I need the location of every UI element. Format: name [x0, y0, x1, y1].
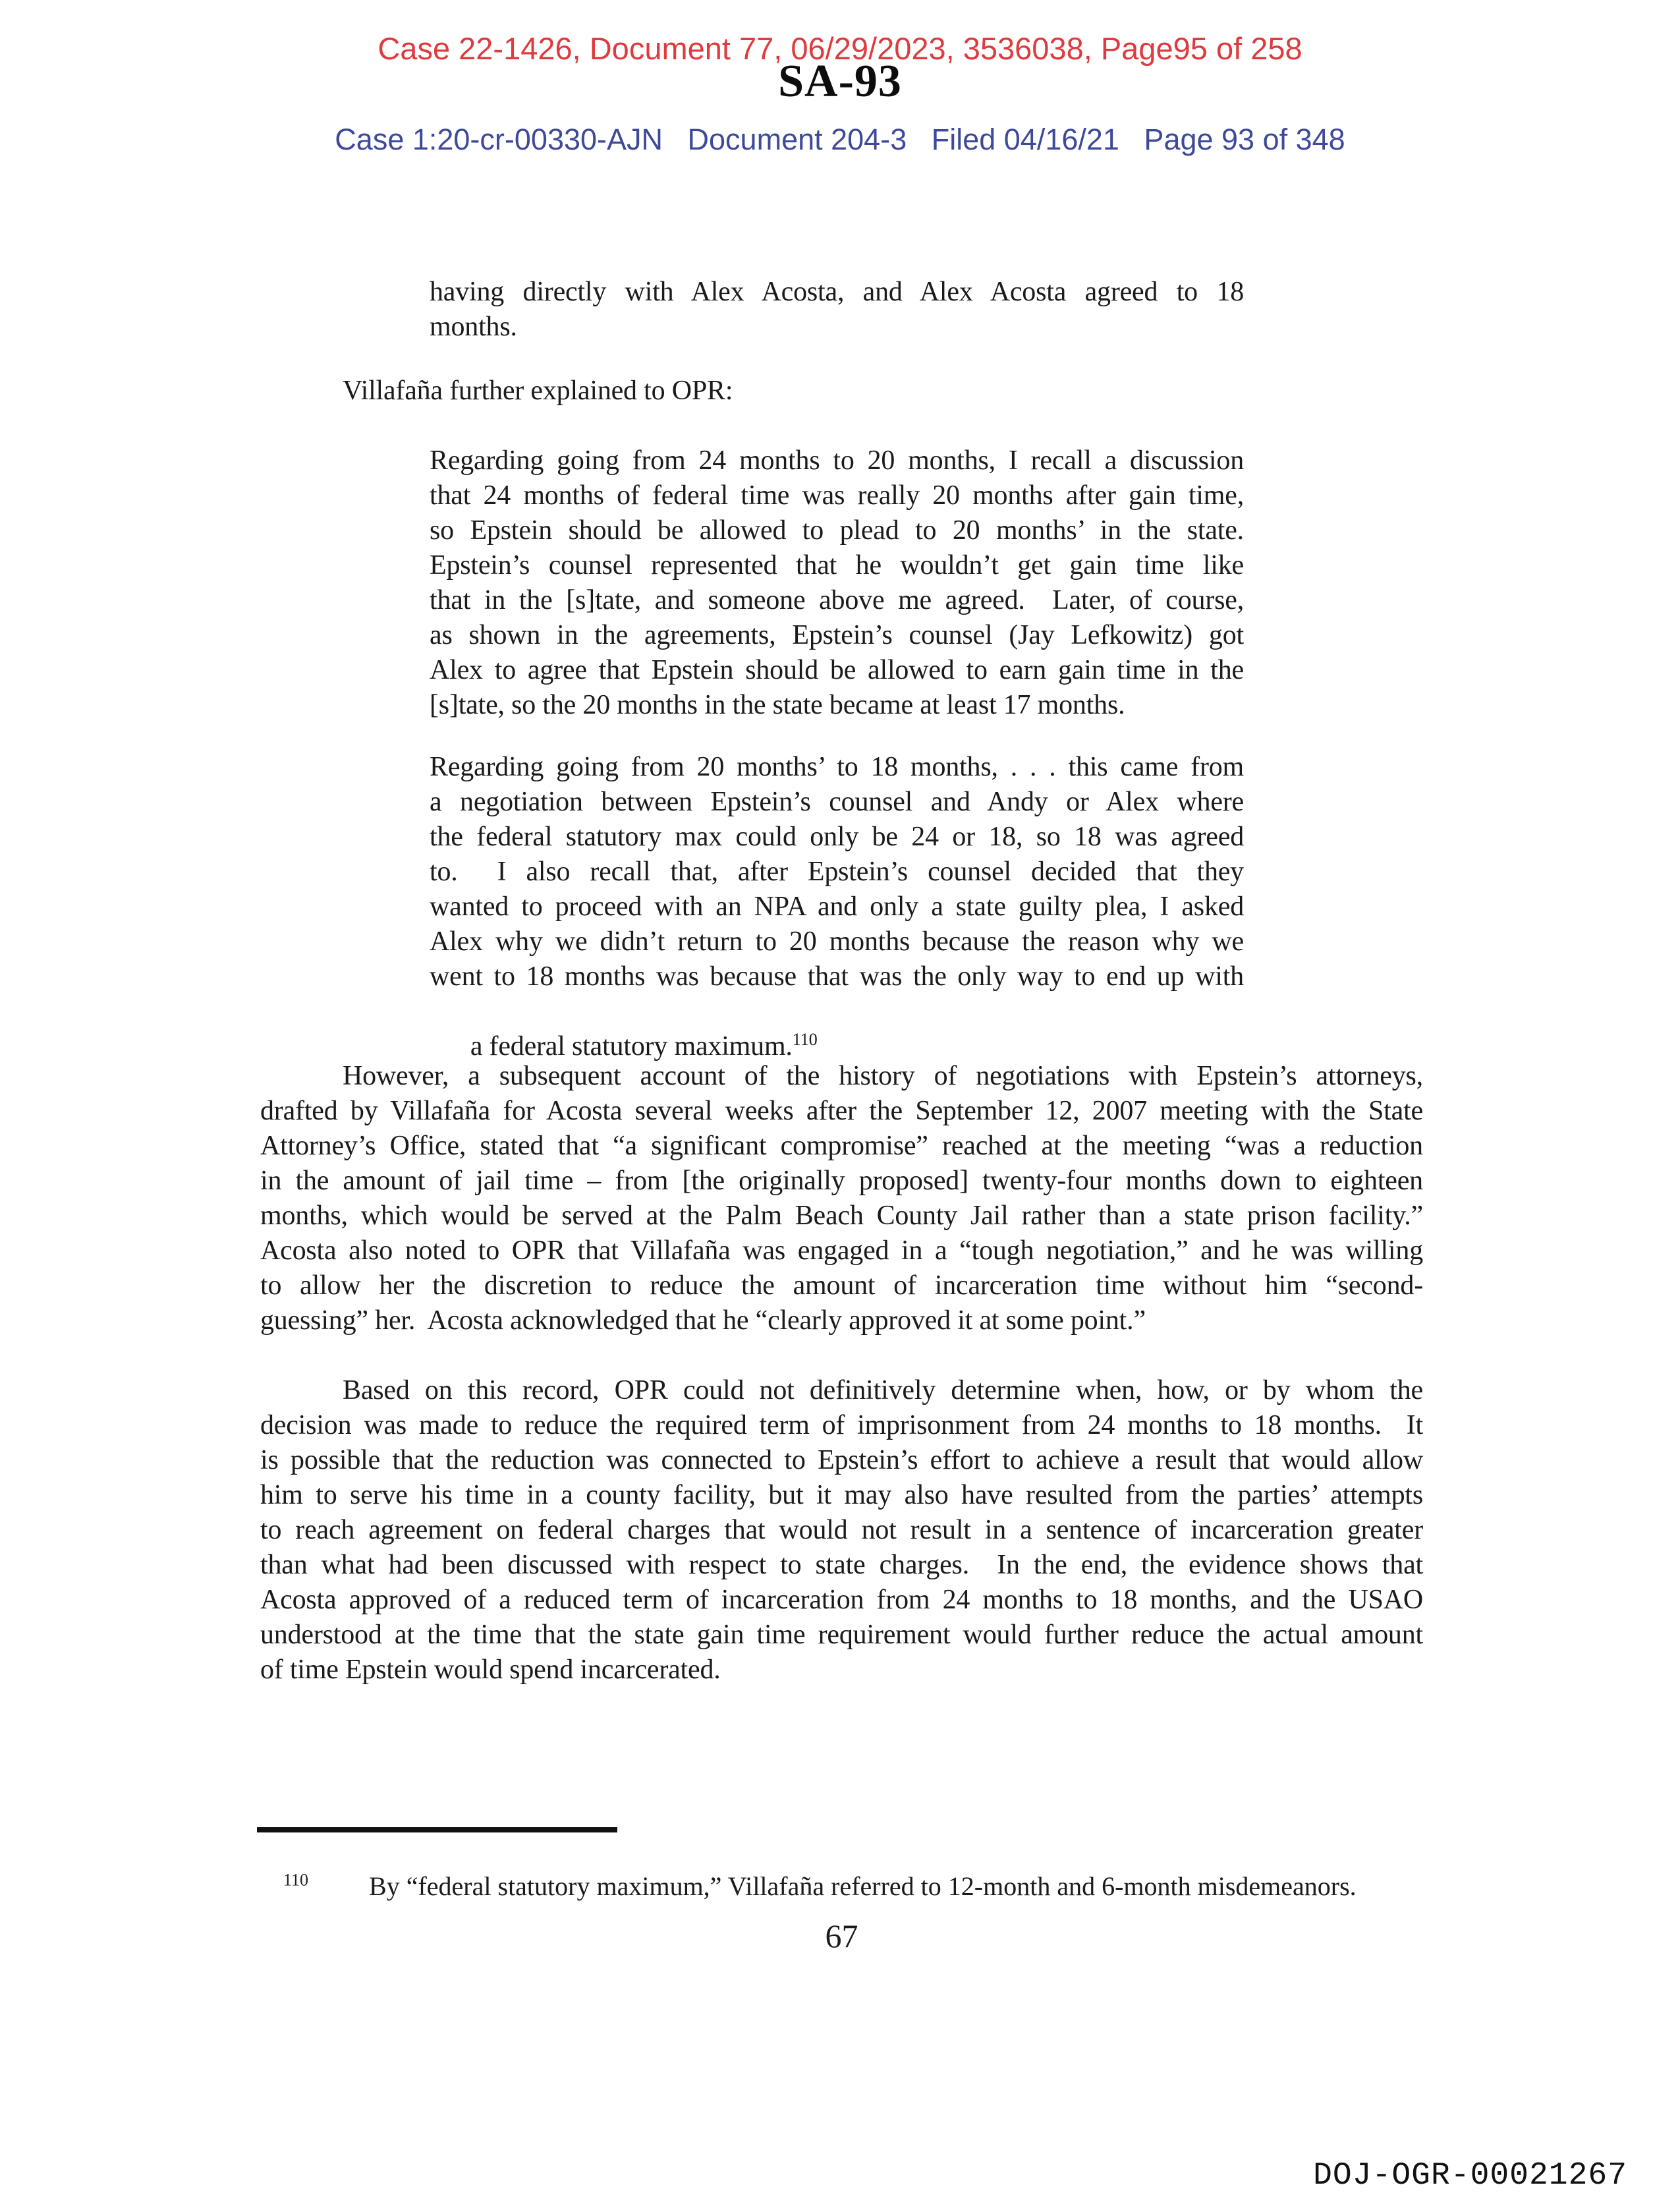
text-line: drafted by Villafaña for Acosta several weeks after the September 12, 2007 meeting with the State	[260, 1096, 1423, 1126]
text-line: However, a subsequent account of the history of negotiations with Epstein’s attorneys,	[343, 1061, 1423, 1091]
text-line: to reach agreement on federal charges that would not result in a sentence of incarceration greater	[260, 1515, 1423, 1545]
text-line: is possible that the reduction was connected to Epstein’s effort to achieve a result that would allow	[260, 1445, 1423, 1475]
text-line: Regarding going from 20 months’ to 18 months, . . . this came from	[430, 752, 1244, 782]
appellate-court-stamp: Case 22-1426, Document 77, 06/29/2023, 3536038, Page95 of 258	[378, 31, 1302, 66]
text-line: wanted to proceed with an NPA and only a state guilty plea, I asked	[430, 892, 1244, 922]
text-line: understood at the time that the state gain time requirement would further reduce the actual amount	[260, 1620, 1423, 1650]
text-line: went to 18 months was because that was the only way to end up with	[430, 961, 1244, 992]
bates-number-stamp: DOJ-OGR-00021267	[1313, 2158, 1627, 2194]
text-line: that in the [s]tate, and someone above me agreed. Later, of course,	[430, 585, 1244, 615]
footnote-separator-rule	[257, 1827, 617, 1832]
appendix-page-label: SA-93	[778, 56, 902, 107]
text-line: the federal statutory max could only be 24 or 18, so 18 was agreed	[430, 822, 1244, 852]
text-line: to allow her the discretion to reduce the amount of incarceration time without him “second-	[260, 1270, 1423, 1301]
text-line: of time Epstein would spend incarcerated.	[260, 1655, 721, 1685]
text-line: than what had been discussed with respect to state charges. In the end, the evidence shows that	[260, 1550, 1423, 1580]
footnote-number: 110	[283, 1870, 309, 1890]
text-line: guessing” her. Acosta acknowledged that he “clearly approved it at some point.”	[260, 1305, 1146, 1336]
text-line: months.	[430, 312, 517, 342]
text-line: him to serve his time in a county facility, but it may also have resulted from the parties’ attempts	[260, 1480, 1423, 1510]
text-line: Regarding going from 24 months to 20 months, I recall a discussion	[430, 445, 1244, 476]
text-line: in the amount of jail time – from [the originally proposed] twenty-four months down to eighteen	[260, 1166, 1423, 1196]
text-line: Alex why we didn’t return to 20 months because the reason why we	[430, 926, 1244, 957]
text-line: Attorney’s Office, stated that “a significant compromise” reached at the meeting “was a reduction	[260, 1131, 1423, 1161]
footnote-text: By “federal statutory maximum,” Villafaña referred to 12-month and 6-month misdemeanors.	[369, 1871, 1357, 1901]
district-court-stamp: Case 1:20-cr-00330-AJN Document 204-3 Filed 04/16/21 Page 93 of 348	[335, 123, 1345, 156]
block-quote-24-to-20-months	[430, 443, 1244, 723]
text-line: Based on this record, OPR could not definitively determine when, how, or by whom the	[343, 1375, 1423, 1405]
block-quote-continuation	[430, 275, 1244, 345]
text-line: Alex to agree that Epstein should be allowed to earn gain time in the	[430, 655, 1244, 685]
paragraph-however-account	[260, 1059, 1423, 1338]
text-line: Epstein’s counsel represented that he wouldn’t get gain time like	[430, 550, 1244, 581]
text-line: to. I also recall that, after Epstein’s counsel decided that they	[430, 857, 1244, 887]
footnote-reference-110: 110	[792, 1030, 818, 1049]
text-line: so Epstein should be allowed to plead to 20 months’ in the state.	[430, 515, 1244, 546]
text-line: Villafaña further explained to OPR:	[343, 376, 733, 406]
quote-last-line-text: a federal statutory maximum.	[470, 1031, 793, 1062]
text-line: as shown in the agreements, Epstein’s counsel (Jay Lefkowitz) got	[430, 620, 1244, 650]
block-quote-20-to-18-months	[430, 750, 1244, 1099]
text-line: Acosta also noted to OPR that Villafaña was engaged in a “tough negotiation,” and he was willing	[260, 1235, 1423, 1266]
text-line: having directly with Alex Acosta, and Alex Acosta agreed to 18	[430, 277, 1244, 307]
paragraph-intro	[260, 374, 1423, 409]
text-line: Acosta approved of a reduced term of incarceration from 24 months to 18 months, and the USAO	[260, 1585, 1423, 1615]
paragraph-based-on-record	[260, 1373, 1423, 1687]
text-line: [s]tate, so the 20 months in the state became at least 17 months.	[430, 690, 1125, 720]
text-line: months, which would be served at the Palm Beach County Jail rather than a state prison facility.”	[260, 1201, 1423, 1231]
text-line: decision was made to reduce the required term of imprisonment from 24 months to 18 months. It	[260, 1410, 1423, 1440]
page-number: 67	[825, 1917, 858, 1954]
text-line: that 24 months of federal time was really 20 months after gain time,	[430, 480, 1244, 511]
block-quote-lines	[430, 750, 1244, 994]
text-line: a negotiation between Epstein’s counsel and Andy or Alex where	[430, 787, 1244, 817]
